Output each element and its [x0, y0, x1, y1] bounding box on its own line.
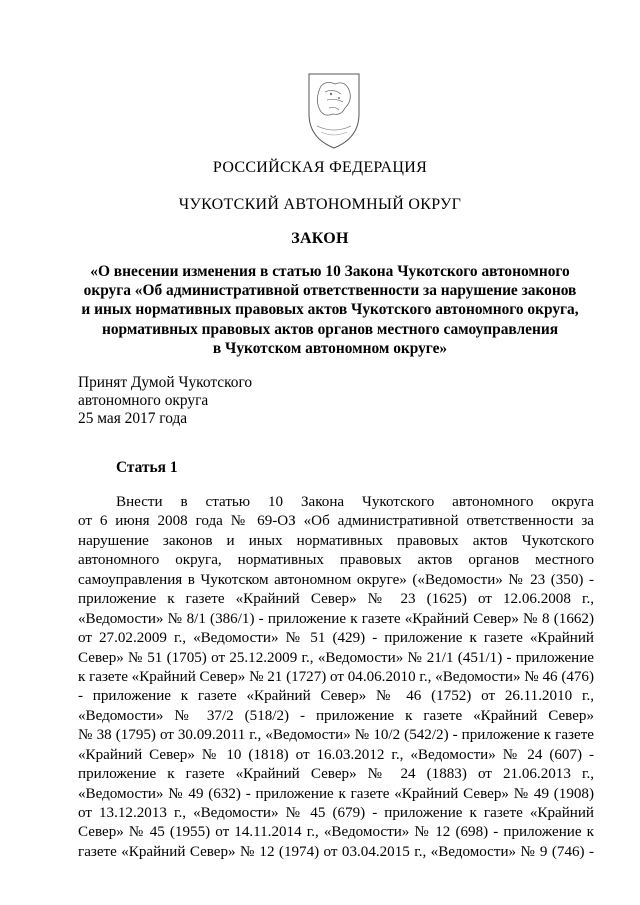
body-line: Внести в статью 10 Закона Чукотского автономного округа: [116, 494, 594, 510]
body-line: автономного округа, нормативных правовых актов органов местного: [78, 552, 594, 569]
body-line: нарушение законов и иных нормативных правовых актов Чукотского: [78, 532, 594, 549]
adoption-date: 25 мая 2017 года: [78, 410, 188, 427]
body-line: «Крайний Север» № 10 (1818) от 16.03.2012 г., «Ведомости» № 24 (607) -: [78, 746, 594, 763]
body-line: № 38 (1795) от 30.09.2011 г., «Ведомости» № 10/2 (542/2) - приложение к газете: [78, 727, 594, 744]
body-line: приложение к газете «Крайний Север» № 23 (1625) от 12.06.2008 г.,: [78, 591, 594, 608]
body-line: приложение к газете «Крайний Север» № 24 (1883) от 21.06.2013 г.,: [78, 766, 594, 783]
region-heading: ЧУКОТСКИЙ АВТОНОМНЫЙ ОКРУГ: [178, 196, 462, 213]
body-line: - приложение к газете «Крайний Север» № 46 (1752) от 26.11.2010 г.,: [78, 688, 594, 705]
body-line: Север» № 45 (1955) от 14.11.2014 г., «Ведомости» № 12 (698) - приложение к: [78, 824, 594, 841]
adoption-note-line: Принят Думой Чукотского: [78, 374, 253, 391]
law-title-line: и иных нормативных правовых актов Чукотского автономного округа,: [81, 301, 579, 319]
law-title-line: «О внесении изменения в статью 10 Закона Чукотского автономного: [90, 263, 570, 280]
law-title-line: нормативных правовых актов органов местного самоуправления: [101, 320, 559, 338]
law-title-line: округа «Об административной ответственности за нарушение законов: [83, 282, 577, 300]
body-line: от 27.02.2009 г., «Ведомости» № 51 (429) - приложение к газете «Крайний: [78, 630, 594, 647]
adoption-note-line: автономного округа: [78, 392, 209, 409]
body-line: от 13.12.2013 г., «Ведомости» № 45 (679) - приложение к газете «Крайний: [78, 805, 594, 821]
country-heading: РОССИЙСКАЯ ФЕДЕРАЦИЯ: [212, 159, 428, 176]
body-line: газете «Крайний Север» № 12 (1974) от 03.04.2015 г., «Ведомости» № 9 (746) -: [78, 843, 594, 860]
body-line: Север» № 51 (1705) от 25.12.2009 г., «Ведомости» № 21/1 (451/1) - приложение: [78, 649, 594, 666]
body-line: «Ведомости» № 8/1 (386/1) - приложение к газете «Крайний Север» № 8 (1662): [78, 610, 594, 627]
law-title: [60, 262, 600, 358]
body-line: от 6 июня 2008 года № 69-ОЗ «Об административной ответственности за: [78, 513, 594, 530]
adoption-note: [78, 374, 252, 428]
article-body: [78, 493, 594, 862]
coat-of-arms-emblem: [295, 68, 373, 152]
document-type-heading: ЗАКОН: [291, 230, 349, 247]
law-title-line: в Чукотском автономном округе»: [212, 339, 448, 357]
body-line: к газете «Крайний Север» № 21 (1727) от 04.06.2010 г., «Ведомости» № 46 (476): [78, 668, 594, 685]
body-line: «Ведомости» № 37/2 (518/2) - приложение к газете «Крайний Север»: [78, 707, 594, 724]
body-line: «Ведомости» № 49 (632) - приложение к газете «Крайний Север» № 49 (1908): [78, 785, 594, 802]
body-line: самоуправления в Чукотском автономном округе» («Ведомости» № 23 (350) -: [78, 571, 594, 588]
article-heading: Статья 1: [116, 459, 178, 476]
